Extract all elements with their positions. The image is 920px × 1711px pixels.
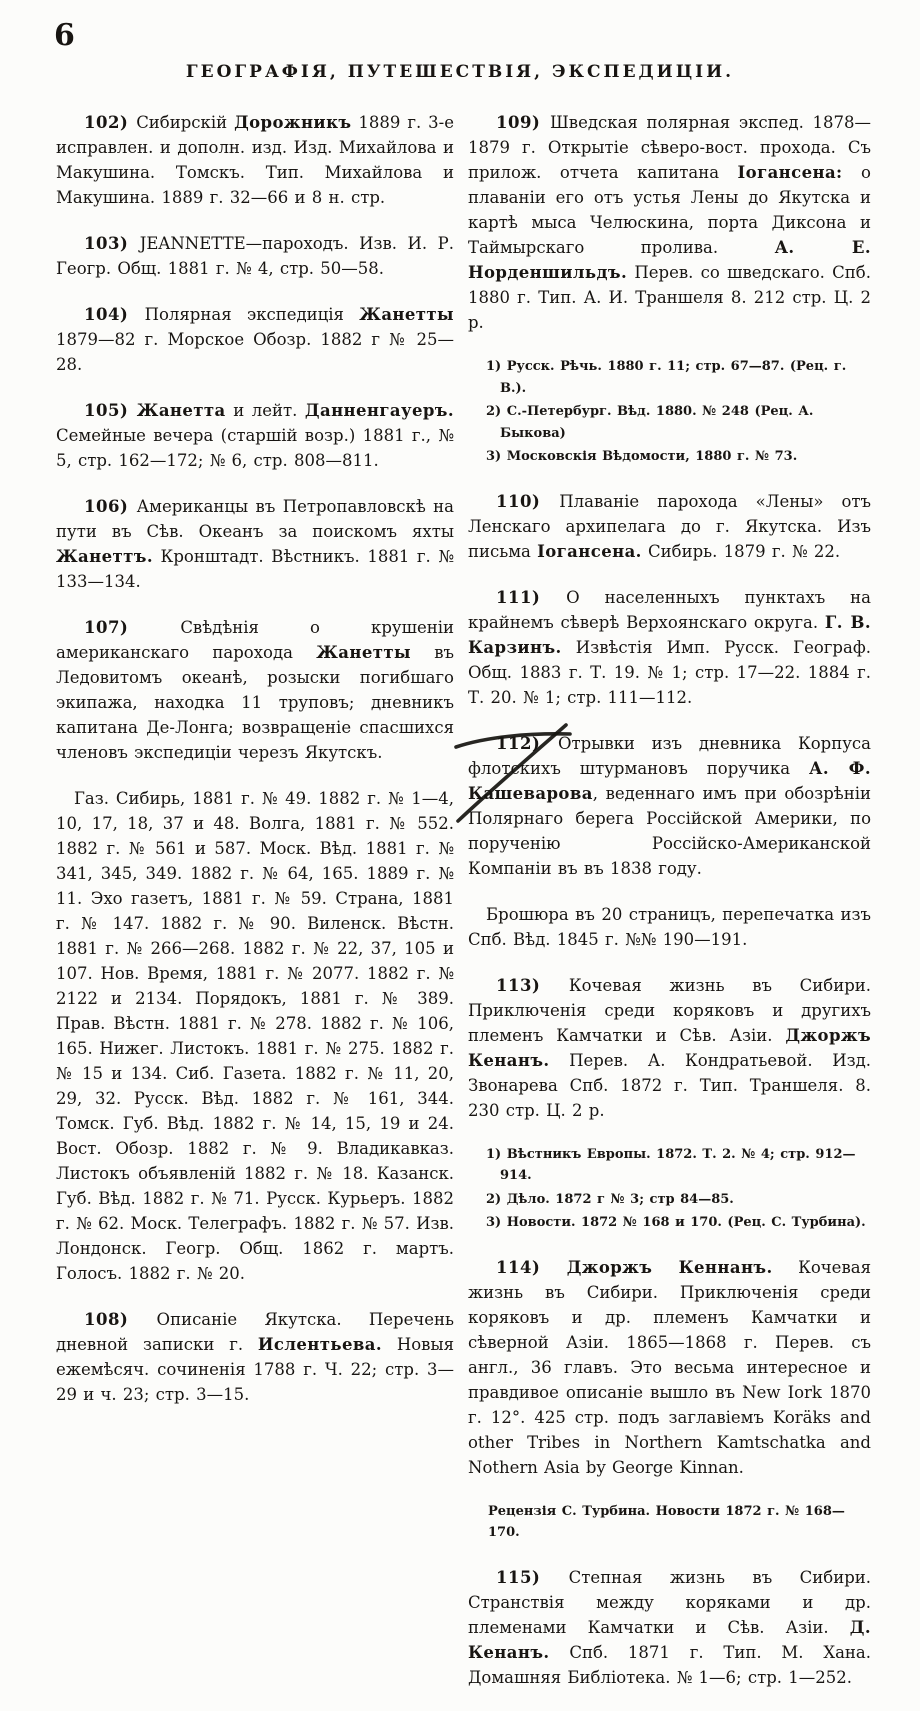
bibliography-entry-109 xyxy=(468,110,871,335)
bold-name: Дорожникъ xyxy=(234,113,352,132)
bibliography-entry-107 xyxy=(56,615,454,765)
footnote-line: 3) Московскія Вѣдомости, 1880 г. № 73. xyxy=(486,449,798,464)
bold-name: Джоржъ Кеннанъ. xyxy=(566,1257,773,1277)
entry-number: 103) xyxy=(84,234,140,253)
entry-number: 104) xyxy=(84,305,145,324)
continuation-paragraph xyxy=(468,902,871,952)
footnote-line: Рецензія С. Турбина. Новости 1872 г. № 168—170. xyxy=(488,1503,845,1540)
entry-text: Извѣстія Имп. Русск. Географ. Общ. 1883 г. Т. 19. № 1; стр. 17—22. 1884 г. Т. 20. № 1; стр. 111—112. xyxy=(468,637,871,707)
entry-number: 107) xyxy=(84,618,181,637)
entry-text: Описаніе Якутска. Перечень дневной записки г. xyxy=(56,1310,455,1354)
entry-text: Степная жизнь въ Сибири. Странствія между коряками и др. племенами Камчатки и Сѣв. Азіи. xyxy=(468,1567,871,1637)
entry-number: 102) xyxy=(84,113,137,132)
bold-name: Г. В. Карзинъ. xyxy=(468,612,871,657)
page-header: ГЕОГРАФІЯ, ПУТЕШЕСТВІЯ, ЭКСПЕДИЦІИ. xyxy=(185,62,735,82)
entry-number: 111) xyxy=(496,587,567,607)
entry-text: Перев. со шведскаго. Спб. 1880 г. Тип. А. И. Траншеля 8. 212 стр. Ц. 2 р. xyxy=(468,263,871,332)
bold-name: Жанетты xyxy=(359,305,454,324)
bibliography-entry-102 xyxy=(56,110,454,210)
bold-name: А. Е. Норденшильдъ. xyxy=(468,238,872,282)
entry-text: 1889 г. 3-е исправлен. и дополн. изд. Изд. Михайлова и Макушина. Томскъ. Тип. Михайлова и Макушина. 1889 г. 32—66 и 8 н. стр. xyxy=(56,113,454,207)
entry-number: 113) xyxy=(496,975,569,995)
entry-number: 115) xyxy=(496,1567,569,1587)
footnote-line: 2) С.-Петербург. Вѣд. 1880. № 248 (Рец. А. Быкова) xyxy=(486,404,814,441)
bold-name: А. Ф. Кашеварова xyxy=(468,758,871,803)
entry-text: Сибирь. 1879 г. № 22. xyxy=(641,541,841,561)
bibliography-entry-113 xyxy=(468,973,871,1123)
entry-text: о плаваніи его отъ устья Лены до Якутска и картѣ мыса Челюскина, порта Диксона и Таймырскаго пролива. xyxy=(468,163,871,257)
bibliography-entry-108 xyxy=(56,1307,454,1407)
bibliography-entry-115 xyxy=(468,1565,871,1690)
footnote-line: 3) Новости. 1872 № 168 и 170. (Рец. С. Турбина). xyxy=(486,1215,866,1230)
bold-name: Д. Кенанъ. xyxy=(468,1617,871,1662)
entry-text: Спб. 1871 г. Тип. М. Хана. Домашняя Библіотека. № 1—6; стр. 1—252. xyxy=(468,1642,871,1687)
entry-text: Отрывки изъ дневника Корпуса флотскихъ штурмановъ поручика xyxy=(468,733,871,778)
entry-text: Свѣдѣнія о крушеніи американскаго парохода xyxy=(56,618,454,662)
footnote-line: 1) Вѣстникъ Европы. 1872. Т. 2. № 4; стр. 912—914. xyxy=(486,1146,856,1183)
footnote-line: 2) Дѣло. 1872 г № 3; стр 84—85. xyxy=(486,1191,734,1207)
bibliography-entry-104 xyxy=(56,302,454,377)
entry-number: 112) xyxy=(496,733,558,753)
bold-name: Жанетта xyxy=(136,401,226,420)
continuation-paragraph xyxy=(56,786,454,1286)
entry-text: Полярная экспедиція xyxy=(144,305,360,324)
entry-text: Плаваніе парохода «Лены» отъ Ленскаго архипелага до г. Якутска. Изъ письма xyxy=(468,491,872,561)
entry-number: 109) xyxy=(496,113,550,132)
entry-text: Новыя ежемѣсяч. сочиненія 1788 г. Ч. 22; стр. 3—29 и ч. 23; стр. 3—15. xyxy=(56,1335,454,1404)
entry-number: 108) xyxy=(84,1310,157,1329)
bold-name: Джоржъ Кенанъ. xyxy=(468,1025,871,1070)
entry-text: и лейт. xyxy=(225,401,305,420)
entry-number: 110) xyxy=(496,491,560,511)
entry-text: Газ. Сибирь, 1881 г. № 49. 1882 г. № 1—4, 10, 17, 18, 37 и 48. Волга, 1881 г. № 552. 1882 г. № 561 и 587. Моск. Вѣд. 1881 г. № 341, 345, 349. 1882 г. № 64, 165. 1889 г. № 11. Эхо газетъ, 1881 г. № 59. Страна, 1881 г. № 147. 1882 г. № 90. Виленск. Вѣстн. 1881 г. № 266—268. 1882 г. № 22, 37, 105 и 107. Нов. Время, 1881 г. № 2077. 1882 г. № 2122 и 2134. Порядокъ, 1881 г. № 389. Прав. Вѣстн. 1881 г. № 278. 1882 г. № 106, 165. Нижег. Листокъ. 1881 г. № 275. 1882 г. № 15 и 134. Сиб. Газета. 1882 г. № 11, 20, 29, 32. Русск. Вѣд. 1882 г. № 161, 344. Томск. Губ. Вѣд. 1882 г. № 14, 15, 19 и 24. Вост. Обозр. 1882 г. № 9. Владикавказ. Листокъ объявленій 1882 г. № 18. Казанск. Губ. Вѣд. 1882 г. № 71. Русск. Курьеръ. 1882 г. № 62. Моск. Телеграфъ. 1882 г. № 57. Изв. Лондонск. Геогр. Общ. 1862 г. мартъ. Голосъ. 1882 г. № 20. xyxy=(56,789,454,1283)
footnote-block xyxy=(474,1144,871,1234)
bold-name: Жанетты xyxy=(316,643,411,662)
bibliography-entry-106 xyxy=(56,494,454,594)
entry-number: 106) xyxy=(84,497,137,516)
entry-number: 105) xyxy=(84,401,137,420)
page-number: 6 xyxy=(54,18,75,53)
column-left xyxy=(56,110,454,1428)
entry-text: Шведская полярная экспед. 1878—1879 г. Открытіе сѣверо-вост. прохода. Съ прилож. отчета капитана xyxy=(468,113,872,182)
entry-text: , веденнаго имъ при обозрѣніи Полярнаго берега Россійской Америки, по порученію Россійско-Американской Компаніи въ въ 1838 году. xyxy=(468,783,871,878)
bibliography-entry-114 xyxy=(468,1255,871,1480)
entry-number: 114) xyxy=(496,1257,567,1277)
entry-text: Кронштадт. Вѣстникъ. 1881 г. № 133—134. xyxy=(56,547,454,591)
entry-text: Брошюра въ 20 страницъ, перепечатка изъ Спб. Вѣд. 1845 г. №№ 190—191. xyxy=(468,904,871,949)
bold-name: Жанеттъ. xyxy=(56,547,153,566)
entry-text: Перев. А. Кондратьевой. Изд. Звонарева Спб. 1872 г. Тип. Траншеля. 8. 230 стр. Ц. 2 р. xyxy=(468,1050,871,1120)
bibliography-entry-111 xyxy=(468,585,871,710)
bold-name: Данненгауеръ. xyxy=(304,401,454,420)
footnote-line: 1) Русск. Рѣчь. 1880 г. 11; стр. 67—87. (Рец. г. В.). xyxy=(486,359,847,396)
footnote-block xyxy=(474,356,871,468)
entry-text: 1879—82 г. Морское Обозр. 1882 г № 25—28. xyxy=(56,330,454,374)
bibliography-entry-103 xyxy=(56,231,454,281)
entry-text: Семейные вечера (старшій возр.) 1881 г., № 5, стр. 162—172; № 6, стр. 808—811. xyxy=(56,426,454,470)
entry-text: Кочевая жизнь въ Сибири. Приключенія среди коряковъ и др. племенъ Камчатки и сѣверной Азіи. 1865—1868 г. Перев. съ англ., 36 главъ. Это весьма интересное и правдивое описаніе вышло въ New Iork 1870 г. 12°. 425 стр. подъ заглавіемъ Koräks and other Tribes in Northern Kamtschatka and Nothern Asia by George Kinnan. xyxy=(468,1257,871,1477)
footnote-block xyxy=(474,1501,871,1544)
entry-text: Кочевая жизнь въ Сибири. Приключенія среди коряковъ и другихъ племенъ Камчатки и Сѣв. Азіи. xyxy=(468,975,871,1045)
entry-text: Сибирскій xyxy=(136,113,235,132)
entry-text: О населенныхъ пунктахъ на крайнемъ сѣверѣ Верхоянскаго округа. xyxy=(468,587,871,632)
bold-name: Іогансена. xyxy=(537,541,642,561)
bibliography-entry-110 xyxy=(468,489,871,564)
column-right xyxy=(468,110,871,1711)
entry-text: JEANNETTE—пароходъ. Изв. И. Р. Геогр. Общ. 1881 г. № 4, стр. 50—58. xyxy=(56,234,455,278)
bold-name: Іогансена: xyxy=(737,163,843,182)
entry-text: въ Ледовитомъ океанѣ, розыски погибшаго экипажа, находка 11 труповъ; дневникъ капитана Де-Лонга; возвращеніе спасшихся членовъ экспедиціи черезъ Якутскъ. xyxy=(56,643,454,762)
bibliography-entry-105 xyxy=(56,398,454,473)
bold-name: Ислентьева. xyxy=(257,1335,382,1354)
entry-text: Американцы въ Петропавловскѣ на пути въ Сѣв. Океанъ за поискомъ яхты xyxy=(56,497,454,541)
bibliography-entry-112 xyxy=(468,731,871,881)
